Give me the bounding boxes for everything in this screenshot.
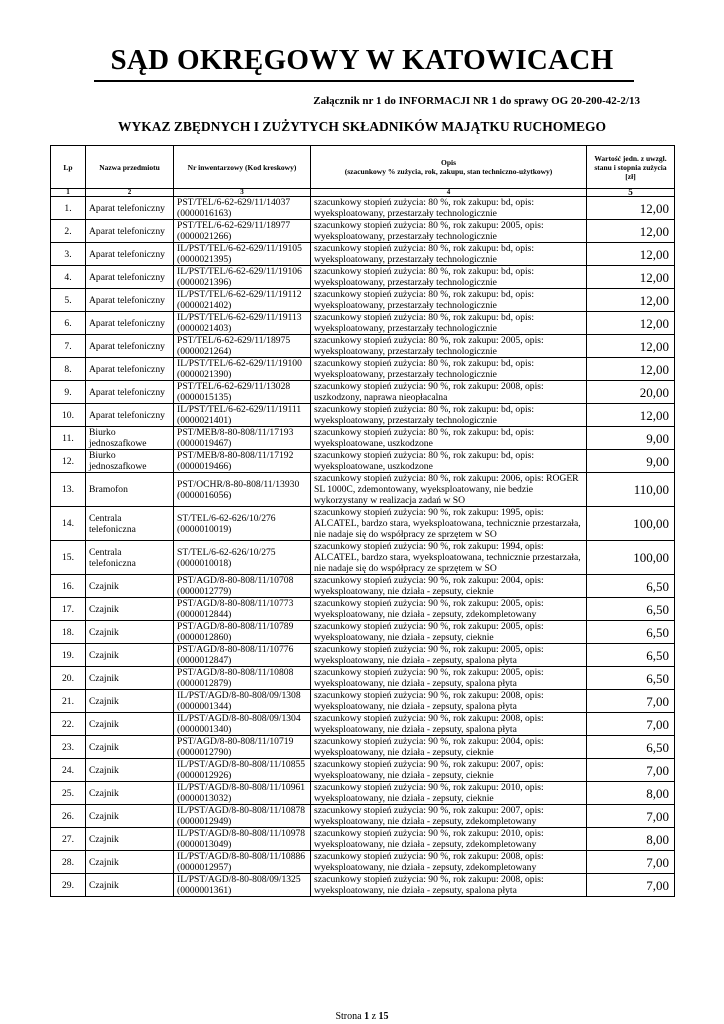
row-number: 19.	[51, 644, 86, 667]
item-name: Aparat telefoniczny	[86, 289, 174, 312]
column-number: 4	[311, 189, 587, 197]
item-name: Czajnik	[86, 851, 174, 874]
item-name: Czajnik	[86, 621, 174, 644]
row-number: 29.	[51, 874, 86, 897]
item-name: Aparat telefoniczny	[86, 197, 174, 220]
inventory-number: IL/PST/AGD/8-80-808/11/10855 (0000012926)	[174, 759, 311, 782]
row-number: 16.	[51, 575, 86, 598]
row-number: 13.	[51, 473, 86, 507]
item-name: Czajnik	[86, 874, 174, 897]
unit-value: 6,50	[587, 667, 675, 690]
table-row	[51, 404, 675, 427]
column-header-value: Wartość jedn. z uwzgl. stanu i stopnia zużycia [zł]	[587, 146, 675, 189]
inventory-number: IL/PST/TEL/6-62-629/11/19111 (0000021401)	[174, 404, 311, 427]
item-name: Aparat telefoniczny	[86, 335, 174, 358]
item-name: Czajnik	[86, 690, 174, 713]
table-row	[51, 713, 675, 736]
page-separator: z	[369, 1011, 379, 1022]
row-number: 11.	[51, 427, 86, 450]
item-description: szacunkowy stopień zużycia: 80 %, rok zakupu: bd, opis: wyeksploatowany, przestarzały technologicznie	[311, 243, 587, 266]
item-name: Czajnik	[86, 782, 174, 805]
item-name: Aparat telefoniczny	[86, 381, 174, 404]
inventory-number: ST/TEL/6-62-626/10/276 (0000010019)	[174, 507, 311, 541]
item-description: szacunkowy stopień zużycia: 80 %, rok zakupu: bd, opis: wyeksploatowany, przestarzały technologicznie	[311, 197, 587, 220]
unit-value: 20,00	[587, 381, 675, 404]
table-row	[51, 312, 675, 335]
item-description: szacunkowy stopień zużycia: 80 %, rok zakupu: bd, opis: wyeksploatowany, przestarzały technologicznie	[311, 358, 587, 381]
inventory-number: IL/PST/AGD/8-80-808/09/1308 (0000001344)	[174, 690, 311, 713]
row-number: 3.	[51, 243, 86, 266]
table-row	[51, 874, 675, 897]
unit-value: 12,00	[587, 335, 675, 358]
item-description: szacunkowy stopień zużycia: 90 %, rok zakupu: 2008, opis: uszkodzony, naprawa nieopłacalna	[311, 381, 587, 404]
column-number-row	[51, 189, 675, 197]
item-description: szacunkowy stopień zużycia: 80 %, rok zakupu: bd, opis: wyeksploatowany, przestarzały technologicznie	[311, 266, 587, 289]
inventory-number: IL/PST/TEL/6-62-629/11/19105 (0000021395)	[174, 243, 311, 266]
table-row	[51, 220, 675, 243]
item-description: szacunkowy stopień zużycia: 80 %, rok zakupu: bd, opis: wyeksploatowany, przestarzały technologicznie	[311, 289, 587, 312]
unit-value: 8,00	[587, 782, 675, 805]
row-number: 20.	[51, 667, 86, 690]
table-row	[51, 805, 675, 828]
page-title: SĄD OKRĘGOWY W KATOWICACH	[110, 44, 614, 76]
column-number: 1	[51, 189, 86, 197]
column-number: 5	[587, 189, 675, 197]
inventory-number: IL/PST/AGD/8-80-808/11/10886 (0000012957)	[174, 851, 311, 874]
item-name: Bramofon	[86, 473, 174, 507]
row-number: 5.	[51, 289, 86, 312]
row-number: 22.	[51, 713, 86, 736]
item-name: Aparat telefoniczny	[86, 220, 174, 243]
inventory-number: PST/AGD/8-80-808/11/10776 (0000012847)	[174, 644, 311, 667]
item-description: szacunkowy stopień zużycia: 90 %, rok zakupu: 2008, opis: wyeksploatowany, nie działa - zepsuty, zdekompletowany	[311, 851, 587, 874]
inventory-number: PST/AGD/8-80-808/11/10773 (0000012844)	[174, 598, 311, 621]
row-number: 7.	[51, 335, 86, 358]
row-number: 9.	[51, 381, 86, 404]
unit-value: 100,00	[587, 507, 675, 541]
row-number: 24.	[51, 759, 86, 782]
inventory-number: IL/PST/TEL/6-62-629/11/19112 (0000021402)	[174, 289, 311, 312]
unit-value: 12,00	[587, 289, 675, 312]
row-number: 27.	[51, 828, 86, 851]
inventory-number: PST/TEL/6-62-629/11/13028 (0000015135)	[174, 381, 311, 404]
row-number: 2.	[51, 220, 86, 243]
item-name: Aparat telefoniczny	[86, 358, 174, 381]
unit-value: 7,00	[587, 690, 675, 713]
unit-value: 6,50	[587, 598, 675, 621]
item-name: Czajnik	[86, 759, 174, 782]
item-description: szacunkowy stopień zużycia: 80 %, rok zakupu: bd, opis: wyeksploatowany, przestarzały technologicznie	[311, 404, 587, 427]
inventory-number: IL/PST/AGD/8-80-808/11/10878 (0000012949)	[174, 805, 311, 828]
unit-value: 12,00	[587, 243, 675, 266]
column-header-description	[311, 146, 587, 189]
item-description: szacunkowy stopień zużycia: 90 %, rok zakupu: 2008, opis: wyeksploatowany, nie działa - zepsuty, spalona płyta	[311, 690, 587, 713]
table-row	[51, 667, 675, 690]
row-number: 23.	[51, 736, 86, 759]
item-name: Aparat telefoniczny	[86, 312, 174, 335]
item-name: Czajnik	[86, 736, 174, 759]
row-number: 17.	[51, 598, 86, 621]
item-description: szacunkowy stopień zużycia: 90 %, rok zakupu: 2008, opis: wyeksploatowany, nie działa - zepsuty, spalona płyta	[311, 874, 587, 897]
table-body	[51, 197, 675, 897]
row-number: 8.	[51, 358, 86, 381]
table-row	[51, 851, 675, 874]
unit-value: 9,00	[587, 427, 675, 450]
inventory-number: PST/TEL/6-62-629/11/14037 (0000016163)	[174, 197, 311, 220]
inventory-number: PST/AGD/8-80-808/11/10708 (0000012779)	[174, 575, 311, 598]
item-name: Aparat telefoniczny	[86, 243, 174, 266]
table-row	[51, 736, 675, 759]
table-row	[51, 759, 675, 782]
unit-value: 6,50	[587, 644, 675, 667]
description-header-subtitle: (szacunkowy % zużycia, rok, zakupu, stan techniczno-użytkowy)	[344, 167, 553, 176]
item-description: szacunkowy stopień zużycia: 90 %, rok zakupu: 2005, opis: wyeksploatowany, nie działa - zepsuty, zdekompletowany	[311, 598, 587, 621]
column-number: 3	[174, 189, 311, 197]
item-description: szacunkowy stopień zużycia: 90 %, rok zakupu: 1994, opis: ALCATEL, bardzo stara, wyeksploatowana, technicznie przestarzała, nie nadaje się do współpracy ze sprzętem w SO	[311, 541, 587, 575]
item-description: szacunkowy stopień zużycia: 80 %, rok zakupu: bd, opis: wyeksploatowany, przestarzały technologicznie	[311, 312, 587, 335]
table-row	[51, 358, 675, 381]
row-number: 6.	[51, 312, 86, 335]
table-row	[51, 575, 675, 598]
unit-value: 8,00	[587, 828, 675, 851]
unit-value: 7,00	[587, 713, 675, 736]
item-description: szacunkowy stopień zużycia: 90 %, rok zakupu: 2010, opis: wyeksploatowany, nie działa - zepsuty, zdekompletowany	[311, 828, 587, 851]
item-name: Czajnik	[86, 713, 174, 736]
title-underline	[94, 80, 634, 82]
table-row	[51, 289, 675, 312]
unit-value: 6,50	[587, 736, 675, 759]
item-description: szacunkowy stopień zużycia: 90 %, rok zakupu: 2004, opis: wyeksploatowany, nie działa - zepsuty, cieknie	[311, 736, 587, 759]
table-row	[51, 335, 675, 358]
inventory-number: PST/AGD/8-80-808/11/10808 (0000012879)	[174, 667, 311, 690]
item-name: Biurko jednoszafkowe	[86, 450, 174, 473]
inventory-number: IL/PST/TEL/6-62-629/11/19100 (0000021390)	[174, 358, 311, 381]
inventory-number: PST/TEL/6-62-629/11/18975 (0000021264)	[174, 335, 311, 358]
inventory-number: IL/PST/TEL/6-62-629/11/19106 (0000021396)	[174, 266, 311, 289]
table-row	[51, 197, 675, 220]
row-number: 26.	[51, 805, 86, 828]
table-row	[51, 243, 675, 266]
row-number: 10.	[51, 404, 86, 427]
table-row	[51, 782, 675, 805]
unit-value: 7,00	[587, 851, 675, 874]
unit-value: 12,00	[587, 312, 675, 335]
item-description: szacunkowy stopień zużycia: 90 %, rok zakupu: 1995, opis: ALCATEL, bardzo stara, wyeksploatowana, technicznie przestarzała, nie nadaje się do współpracy ze sprzętem w SO	[311, 507, 587, 541]
row-number: 21.	[51, 690, 86, 713]
unit-value: 9,00	[587, 450, 675, 473]
inventory-number: PST/TEL/6-62-629/11/18977 (0000021266)	[174, 220, 311, 243]
column-header-name: Nazwa przedmiotu	[86, 146, 174, 189]
inventory-number: PST/AGD/8-80-808/11/10719 (0000012790)	[174, 736, 311, 759]
unit-value: 12,00	[587, 220, 675, 243]
table-row	[51, 621, 675, 644]
item-description: szacunkowy stopień zużycia: 90 %, rok zakupu: 2005, opis: wyeksploatowany, nie działa - zepsuty, spalona płyta	[311, 644, 587, 667]
unit-value: 12,00	[587, 197, 675, 220]
table-row	[51, 644, 675, 667]
unit-value: 7,00	[587, 805, 675, 828]
item-description: szacunkowy stopień zużycia: 80 %, rok zakupu: 2005, opis: wyeksploatowany, przestarzały technologicznie	[311, 335, 587, 358]
item-name: Czajnik	[86, 667, 174, 690]
table-row	[51, 541, 675, 575]
table-row	[51, 507, 675, 541]
table-row	[51, 690, 675, 713]
page-total: 15	[378, 1011, 389, 1022]
description-header-title: Opis	[440, 158, 456, 167]
inventory-number: ST/TEL/6-62-626/10/275 (0000010018)	[174, 541, 311, 575]
row-number: 18.	[51, 621, 86, 644]
unit-value: 12,00	[587, 404, 675, 427]
item-description: szacunkowy stopień zużycia: 90 %, rok zakupu: 2007, opis: wyeksploatowany, nie działa - zepsuty, cieknie	[311, 759, 587, 782]
page-current: 1	[364, 1011, 370, 1022]
item-name: Czajnik	[86, 828, 174, 851]
row-number: 15.	[51, 541, 86, 575]
table-row	[51, 266, 675, 289]
table-row	[51, 828, 675, 851]
item-name: Czajnik	[86, 575, 174, 598]
document-heading: WYKAZ ZBĘDNYCH I ZUŻYTYCH SKŁADNIKÓW MAJĄTKU RUCHOMEGO	[117, 119, 607, 134]
inventory-number: IL/PST/AGD/8-80-808/11/10978 (0000013049)	[174, 828, 311, 851]
table-row	[51, 381, 675, 404]
item-name: Centrala telefoniczna	[86, 507, 174, 541]
inventory-number: PST/MEB/8-80-808/11/17192 (0000019466)	[174, 450, 311, 473]
unit-value: 7,00	[587, 874, 675, 897]
row-number: 12.	[51, 450, 86, 473]
item-name: Biurko jednoszafkowe	[86, 427, 174, 450]
table-row	[51, 473, 675, 507]
table-row	[51, 427, 675, 450]
item-description: szacunkowy stopień zużycia: 80 %, rok zakupu: 2006, opis: ROGER SL 1000C, zdemontowany, wyeksploatowany, nie bedzie wykorzystany w realizacja zadań w SO	[311, 473, 587, 507]
item-name: Centrala telefoniczna	[86, 541, 174, 575]
page-label: Strona	[335, 1011, 365, 1022]
item-description: szacunkowy stopień zużycia: 90 %, rok zakupu: 2007, opis: wyeksploatowany, nie działa - zepsuty, zdekompletowany	[311, 805, 587, 828]
row-number: 4.	[51, 266, 86, 289]
unit-value: 110,00	[587, 473, 675, 507]
inventory-number: IL/PST/AGD/8-80-808/09/1325 (0000001361)	[174, 874, 311, 897]
inventory-number: IL/PST/AGD/8-80-808/09/1304 (0000001340)	[174, 713, 311, 736]
unit-value: 12,00	[587, 266, 675, 289]
row-number: 25.	[51, 782, 86, 805]
unit-value: 100,00	[587, 541, 675, 575]
inventory-number: PST/AGD/8-80-808/11/10789 (0000012860)	[174, 621, 311, 644]
item-description: szacunkowy stopień zużycia: 90 %, rok zakupu: 2005, opis: wyeksploatowany, nie działa - zepsuty, cieknie	[311, 621, 587, 644]
unit-value: 6,50	[587, 575, 675, 598]
item-description: szacunkowy stopień zużycia: 80 %, rok zakupu: 2005, opis: wyeksploatowany, przestarzały technologicznie	[311, 220, 587, 243]
inventory-number: PST/OCHR/8-80-808/11/13930 (0000016056)	[174, 473, 311, 507]
item-description: szacunkowy stopień zużycia: 90 %, rok zakupu: 2004, opis: wyeksploatowany, nie działa - zepsuty, cieknie	[311, 575, 587, 598]
column-header-lp: Lp	[51, 146, 86, 189]
item-description: szacunkowy stopień zużycia: 80 %, rok zakupu: bd, opis: wyeksploatowane, uszkodzone	[311, 450, 587, 473]
table-row	[51, 450, 675, 473]
item-description: szacunkowy stopień zużycia: 80 %, rok zakupu: bd, opis: wyeksploatowane, uszkodzone	[311, 427, 587, 450]
inventory-number: IL/PST/TEL/6-62-629/11/19113 (0000021403)	[174, 312, 311, 335]
column-number: 2	[86, 189, 174, 197]
item-description: szacunkowy stopień zużycia: 90 %, rok zakupu: 2008, opis: wyeksploatowany, nie działa - zepsuty, spalona płyta	[311, 713, 587, 736]
row-number: 14.	[51, 507, 86, 541]
item-description: szacunkowy stopień zużycia: 90 %, rok zakupu: 2010, opis: wyeksploatowany, nie działa - zepsuty, cieknie	[311, 782, 587, 805]
item-name: Czajnik	[86, 805, 174, 828]
row-number: 28.	[51, 851, 86, 874]
unit-value: 12,00	[587, 358, 675, 381]
column-header-inventory: Nr inwentarzowy (Kod kreskowy)	[174, 146, 311, 189]
assets-table	[50, 145, 675, 897]
item-description: szacunkowy stopień zużycia: 90 %, rok zakupu: 2005, opis: wyeksploatowany, nie działa - zepsuty, spalona płyta	[311, 667, 587, 690]
inventory-number: PST/MEB/8-80-808/11/17193 (0000019467)	[174, 427, 311, 450]
unit-value: 7,00	[587, 759, 675, 782]
table-row	[51, 598, 675, 621]
row-number: 1.	[51, 197, 86, 220]
annex-reference: Załącznik nr 1 do INFORMACJI NR 1 do sprawy OG 20-200-42-2/13	[313, 95, 640, 107]
item-name: Aparat telefoniczny	[86, 404, 174, 427]
inventory-number: IL/PST/AGD/8-80-808/11/10961 (0000013032)	[174, 782, 311, 805]
unit-value: 6,50	[587, 621, 675, 644]
item-name: Aparat telefoniczny	[86, 266, 174, 289]
page-footer	[0, 1011, 724, 1022]
item-name: Czajnik	[86, 598, 174, 621]
item-name: Czajnik	[86, 644, 174, 667]
